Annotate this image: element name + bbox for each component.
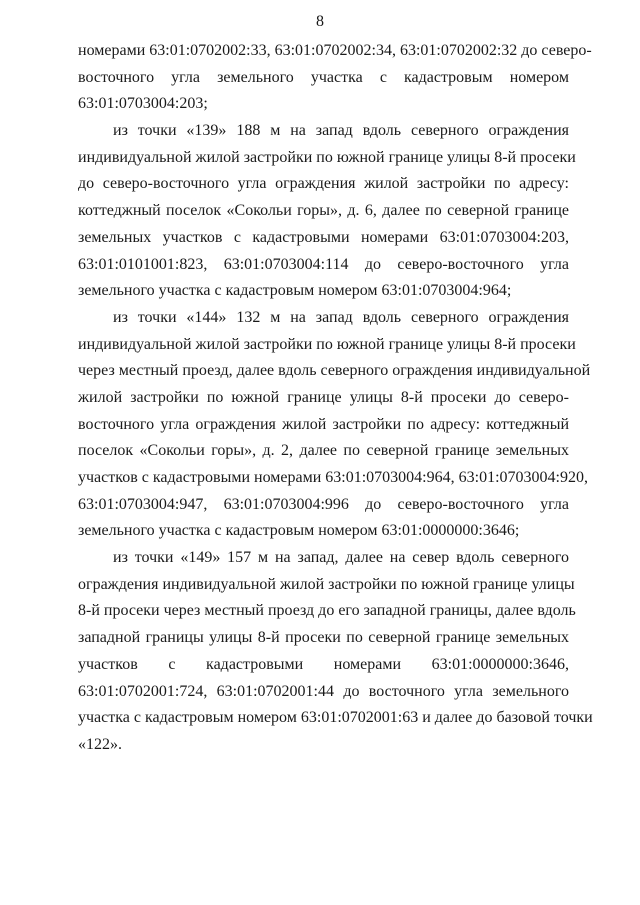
text-line: участка с кадастровым номером 63:01:0702001:63 и далее до базовой точки (78, 709, 593, 727)
paragraph (78, 307, 591, 547)
text-line: 8-й просеки через местный проезд до его западной границы, далее вдоль (78, 602, 576, 620)
paragraph (78, 547, 593, 761)
text-line: коттеджный поселок «Сокольи горы», д. 6, далее по северной границе (78, 202, 569, 220)
text-line: ограждения индивидуальной жилой застройки по южной границе улицы (78, 575, 575, 593)
text-line: индивидуальной жилой застройки по южной границе улицы 8-й просеки (78, 335, 576, 353)
text-line: 63:01:0101001:823, 63:01:0703004:114 до северо-восточного угла (78, 255, 569, 273)
paragraph (78, 40, 592, 120)
text-line: восточного угла земельного участка с кадастровым номером (78, 68, 569, 86)
text-line: из точки «139» 188 м на запад вдоль северного ограждения (113, 122, 569, 140)
text-line: участков с кадастровыми номерами 63:01:0000000:3646, (78, 655, 569, 673)
document-body (78, 40, 593, 761)
page-number: 8 (316, 13, 324, 30)
text-line: «122». (78, 735, 122, 753)
text-line: 63:01:0702001:724, 63:01:0702001:44 до восточного угла земельного (78, 682, 569, 700)
text-line: через местный проезд, далее вдоль северного ограждения индивидуальной (78, 362, 591, 380)
text-line: жилой застройки по южной границе улицы 8-й просеки до северо- (78, 388, 569, 406)
text-line: западной границы улицы 8-й просеки по северной границе земельных (78, 629, 569, 647)
text-line: из точки «144» 132 м на запад вдоль северного ограждения (113, 308, 569, 326)
paragraph (78, 120, 576, 307)
text-line: индивидуальной жилой застройки по южной границе улицы 8-й просеки (78, 148, 576, 166)
text-line: земельного участка с кадастровым номером 63:01:0000000:3646; (78, 522, 520, 540)
text-line: земельного участка с кадастровым номером 63:01:0703004:964; (78, 282, 512, 300)
text-line: участков с кадастровыми номерами 63:01:0703004:964, 63:01:0703004:920, (78, 469, 588, 486)
text-line: номерами 63:01:0702002:33, 63:01:0702002:34, 63:01:0702002:32 до северо- (78, 42, 592, 59)
text-line: поселок «Сокольи горы», д. 2, далее по северной границе земельных (78, 442, 569, 460)
text-line: восточного угла ограждения жилой застройки по адресу: коттеджный (78, 415, 569, 433)
text-line: земельных участков с кадастровыми номерами 63:01:0703004:203, (78, 228, 569, 246)
text-line: 63:01:0703004:203; (78, 95, 208, 113)
text-line: до северо-восточного угла ограждения жилой застройки по адресу: (78, 175, 569, 193)
text-line: из точки «149» 157 м на запад, далее на север вдоль северного (113, 549, 569, 567)
text-line: 63:01:0703004:947, 63:01:0703004:996 до северо-восточного угла (78, 495, 569, 513)
